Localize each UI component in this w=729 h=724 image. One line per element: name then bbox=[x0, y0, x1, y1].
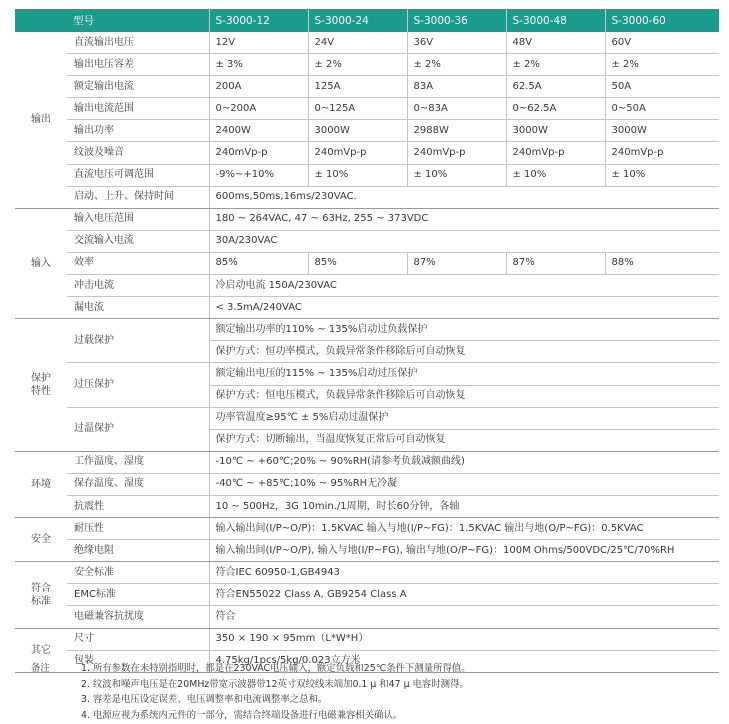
param-value: 83A bbox=[407, 76, 506, 98]
param-value: 0~125A bbox=[308, 98, 407, 120]
spec-row bbox=[15, 164, 719, 186]
section-label-line: 特性 bbox=[31, 386, 51, 397]
param-value: 3000W bbox=[506, 120, 605, 142]
spec-table bbox=[15, 9, 719, 673]
param-value: 保护方式：恒功率模式，负载异常条件移除后可自动恢复 bbox=[209, 341, 719, 363]
spec-row bbox=[15, 407, 719, 429]
param-value: 240mVp-p bbox=[407, 142, 506, 164]
model-label: 型号 bbox=[67, 9, 209, 32]
param-value: 3000W bbox=[308, 120, 407, 142]
section-label-line: 标准 bbox=[31, 595, 51, 607]
param-name: 输入电压范围 bbox=[67, 208, 209, 230]
param-value: 0~62.5A bbox=[506, 98, 605, 120]
param-value: < 3.5mA/240VAC bbox=[209, 297, 719, 319]
param-value: 88% bbox=[605, 252, 719, 274]
param-name: 直流输出电压 bbox=[67, 32, 209, 54]
param-value: 36V bbox=[407, 32, 506, 54]
param-value: 87% bbox=[506, 252, 605, 274]
param-name: EMC标准 bbox=[67, 584, 209, 606]
param-value: 符合IEC 60950-1,GB4943 bbox=[209, 562, 719, 584]
param-value: ± 3% bbox=[209, 54, 308, 76]
param-value: 240mVp-p bbox=[506, 142, 605, 164]
spec-row bbox=[15, 473, 719, 495]
param-value: 0~83A bbox=[407, 98, 506, 120]
param-name: 包装 bbox=[67, 650, 209, 672]
model-name: S-3000-12 bbox=[209, 9, 308, 32]
note-item: 4. 电源应视为系统内元件的一部分，需结合终端设备进行电磁兼容相关确认。 bbox=[81, 709, 403, 721]
param-name: 漏电流 bbox=[67, 297, 209, 319]
param-value: -9%~+10% bbox=[209, 164, 308, 186]
param-value: -40℃ ~ +85℃;10% ~ 95%RH无冷凝 bbox=[209, 473, 719, 495]
spec-row bbox=[15, 540, 719, 562]
model-name: S-3000-48 bbox=[506, 9, 605, 32]
param-value: 240mVp-p bbox=[308, 142, 407, 164]
param-value: 符合EN55022 Class A, GB9254 Class A bbox=[209, 584, 719, 606]
param-value: 功率管温度≥95℃ ± 5%启动过温保护 bbox=[209, 407, 719, 429]
spec-row bbox=[15, 186, 719, 208]
param-value: 24V bbox=[308, 32, 407, 54]
model-name: S-3000-24 bbox=[308, 9, 407, 32]
param-name: 输出电流范围 bbox=[67, 98, 209, 120]
section-label-protection bbox=[15, 319, 67, 452]
header-row bbox=[15, 9, 719, 32]
param-name: 过温保护 bbox=[67, 407, 209, 451]
param-value: 600ms,50ms,16ms/230VAC. bbox=[209, 186, 719, 208]
spec-row bbox=[15, 363, 719, 385]
param-value: 0~200A bbox=[209, 98, 308, 120]
spec-row bbox=[15, 275, 719, 297]
param-value: 2400W bbox=[209, 120, 308, 142]
spec-row bbox=[15, 76, 719, 98]
param-value: 180 ~ 264VAC, 47 ~ 63Hz, 255 ~ 373VDC bbox=[209, 208, 719, 230]
param-value: 10 ~ 500Hz，3G 10min./1周期，时长60分钟，各轴 bbox=[209, 495, 719, 517]
param-name: 启动、上升、保持时间 bbox=[67, 186, 209, 208]
param-value: ± 2% bbox=[506, 54, 605, 76]
param-name: 安全标准 bbox=[67, 562, 209, 584]
param-value: 3000W bbox=[605, 120, 719, 142]
spec-row bbox=[15, 230, 719, 252]
param-name: 纹波及噪音 bbox=[67, 142, 209, 164]
param-value: 12V bbox=[209, 32, 308, 54]
spec-row bbox=[15, 584, 719, 606]
param-name: 输出功率 bbox=[67, 120, 209, 142]
param-name: 保存温度、湿度 bbox=[67, 473, 209, 495]
spec-row bbox=[15, 451, 719, 473]
param-value: 200A bbox=[209, 76, 308, 98]
spec-row bbox=[15, 495, 719, 517]
param-name: 电磁兼容抗扰度 bbox=[67, 606, 209, 628]
param-name: 过压保护 bbox=[67, 363, 209, 407]
param-name: 额定输出电流 bbox=[67, 76, 209, 98]
section-label-line: 保护 bbox=[31, 373, 51, 384]
param-name: 尺寸 bbox=[67, 628, 209, 650]
param-value: 输入输出间(I/P~O/P)：1.5KVAC 输入与地(I/P~FG)：1.5KVAC 输出与地(O/P~FG)：0.5KVAC bbox=[209, 518, 719, 540]
param-value: ± 10% bbox=[605, 164, 719, 186]
param-value: 符合 bbox=[209, 606, 719, 628]
param-value: ± 2% bbox=[308, 54, 407, 76]
spec-row bbox=[15, 98, 719, 120]
param-value: 350 × 190 × 95mm（L*W*H） bbox=[209, 628, 719, 650]
section-label-other: 其它 bbox=[15, 628, 67, 672]
param-value: 冷启动电流 150A/230VAC bbox=[209, 275, 719, 297]
param-name: 过载保护 bbox=[67, 319, 209, 363]
param-value: 50A bbox=[605, 76, 719, 98]
spec-row bbox=[15, 297, 719, 319]
param-name: 耐压性 bbox=[67, 518, 209, 540]
param-value: 额定输出功率的110% ~ 135%启动过负载保护 bbox=[209, 319, 719, 341]
note-item: 2. 纹波和噪声电压是在20MHz带宽示波器带12英寸双绞线末端加0.1 μ 和47 μ 电容时测得。 bbox=[81, 678, 469, 690]
spec-row bbox=[15, 120, 719, 142]
param-value: ± 2% bbox=[407, 54, 506, 76]
param-value: 85% bbox=[308, 252, 407, 274]
spec-row bbox=[15, 606, 719, 628]
section-label-compliance bbox=[15, 562, 67, 628]
spec-row bbox=[15, 54, 719, 76]
section-label-safety: 安全 bbox=[15, 518, 67, 562]
model-name: S-3000-36 bbox=[407, 9, 506, 32]
spec-row bbox=[15, 142, 719, 164]
notes-list bbox=[81, 661, 471, 723]
header-corner bbox=[15, 9, 67, 32]
section-label-environment: 环境 bbox=[15, 451, 67, 517]
param-name: 绝缘电阻 bbox=[67, 540, 209, 562]
param-name: 抗震性 bbox=[67, 495, 209, 517]
param-value: 62.5A bbox=[506, 76, 605, 98]
note-item: 3. 容差是电压设定误差、电压调整率和电流调整率之总和。 bbox=[81, 694, 328, 705]
param-value: 0~50A bbox=[605, 98, 719, 120]
spec-row bbox=[15, 628, 719, 650]
param-value: 48V bbox=[506, 32, 605, 54]
param-name: 工作温度、湿度 bbox=[67, 451, 209, 473]
param-value: 85% bbox=[209, 252, 308, 274]
param-value: 240mVp-p bbox=[209, 142, 308, 164]
spec-row bbox=[15, 562, 719, 584]
param-name: 效率 bbox=[67, 252, 209, 274]
param-name: 冲击电流 bbox=[67, 275, 209, 297]
param-value: ± 10% bbox=[308, 164, 407, 186]
model-name: S-3000-60 bbox=[605, 9, 719, 32]
param-value: 4.75kg/1pcs/5kg/0.023立方米 bbox=[209, 650, 719, 672]
param-value: 125A bbox=[308, 76, 407, 98]
spec-row bbox=[15, 32, 719, 54]
param-value: ± 2% bbox=[605, 54, 719, 76]
spec-row bbox=[15, 252, 719, 274]
spec-row bbox=[15, 208, 719, 230]
param-value: 60V bbox=[605, 32, 719, 54]
param-value: 保护方式：恒电压模式，负载异常条件移除后可自动恢复 bbox=[209, 385, 719, 407]
param-name: 交流输入电流 bbox=[67, 230, 209, 252]
param-value: 87% bbox=[407, 252, 506, 274]
param-name: 输出电压容差 bbox=[67, 54, 209, 76]
param-value: -10℃ ~ +60℃;20% ~ 90%RH(请参考负载减额曲线) bbox=[209, 451, 719, 473]
param-value: 额定输出电压的115% ~ 135%启动过压保护 bbox=[209, 363, 719, 385]
param-value: 输入输出间(I/P~O/P), 输入与地(I/P~FG), 输出与地(O/P~FG)：100M Ohms/500VDC/25℃/70%RH bbox=[209, 540, 719, 562]
section-label-line: 符合 bbox=[31, 582, 51, 594]
param-value: 30A/230VAC bbox=[209, 230, 719, 252]
spec-row bbox=[15, 319, 719, 341]
note-item: 1. 所有参数在未特别指明时，都是在230VAC电压输入，额定负载和25℃条件下测量所得值。 bbox=[81, 663, 471, 674]
section-label-output: 输出 bbox=[15, 32, 67, 208]
param-value: 保护方式：切断输出，当温度恢复正常后可自动恢复 bbox=[209, 429, 719, 451]
notes-label: 备注 bbox=[31, 663, 50, 674]
param-value: 240mVp-p bbox=[605, 142, 719, 164]
section-label-input: 输入 bbox=[15, 208, 67, 318]
param-value: 2988W bbox=[407, 120, 506, 142]
param-value: ± 10% bbox=[407, 164, 506, 186]
param-name: 直流电压可调范围 bbox=[67, 164, 209, 186]
spec-row bbox=[15, 518, 719, 540]
param-value: ± 10% bbox=[506, 164, 605, 186]
